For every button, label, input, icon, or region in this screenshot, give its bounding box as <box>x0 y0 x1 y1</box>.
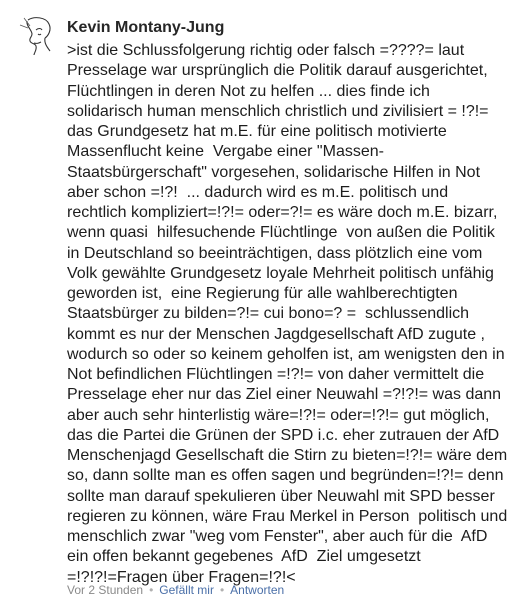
comment-line: sollte man darauf spekulieren über Neuwahl mit SPD besser <box>67 487 495 505</box>
comment-line: Flüchtlingen in deren Not zu helfen ... dies finde ich <box>67 82 430 100</box>
comment-line: wodurch so oder so keinem geholfen ist, am wenigsten den in <box>67 345 505 363</box>
comment-line: regieren zu können, wäre Frau Merkel in Person politisch und <box>67 507 508 525</box>
comment-line: Staatsbürgerschaft" vorgesehen, solidarische Hilfen in Not <box>67 163 481 181</box>
comment-line: das Grundgesetz hat m.E. für eine politisch motivierte <box>67 123 447 140</box>
comment-line: Presselage eher nur das Ziel einer Neuwahl =?!?!= was dann <box>67 386 502 404</box>
comment-text <box>67 41 512 588</box>
comment-line: kommt es nur der Menschen Jagdgesellschaft AfD zugute , <box>67 325 485 343</box>
separator-dot: • <box>219 583 225 597</box>
comment-line: Massenflucht keine Vergabe einer "Massen- <box>67 143 384 161</box>
comment-line: menschlich zwar "weg vom Fenster", aber auch für die AfD <box>67 528 488 545</box>
comment-line: geworden ist, eine Regierung für alle wahlberechtigten <box>67 285 458 302</box>
like-button[interactable]: Gefällt mir <box>159 583 214 597</box>
comment-line: rechtlich kompliziert=!?!= oder=?!= es wäre doch m.E. bizarr, <box>67 204 498 221</box>
comment-line: aber auch sehr hinterlistig wäre=!?!= oder=!?!= gut möglich, <box>67 406 490 424</box>
comment-line: so, dann sollte man es offen sagen und begründen=!?!= denn <box>67 467 504 485</box>
comment-line: wenn quasi hilfesuchende Flüchtlinge von außen die Politik <box>67 224 495 242</box>
comment-line: Not befindlichen Flüchtlingen =!?!= von daher vermittelt die <box>67 366 485 383</box>
comment-footer <box>67 583 284 597</box>
comment-line: ein offen bekannt gegebenes AfD Ziel umgesetzt <box>67 548 421 566</box>
reply-button[interactable]: Antworten <box>230 583 285 597</box>
separator-dot: • <box>149 583 154 597</box>
comment-line: Staatsbürger zu bilden=?!= cui bono=? = schlussendlich <box>67 305 470 323</box>
timestamp: Vor 2 Stunden <box>67 583 144 597</box>
comment-line: =!?!?!=Fragen über Fragen=!?!< <box>67 568 296 586</box>
comment-line: >ist die Schlussfolgerung richtig oder falsch =????= laut <box>67 42 465 59</box>
comment-line: aber schon =!?! ... dadurch wird es m.E. politisch und <box>67 183 449 201</box>
comment-line: Volk gewählte Grundgesetz loyale Mehrheit politisch unfähig <box>67 264 494 282</box>
avatar[interactable] <box>18 16 56 56</box>
comment-line: solidarisch human menschlich christlich und zivilisiert = !?!= <box>67 102 489 120</box>
comment-line: das die Partei die Grünen der SPD i.c. eher zutrauen der AfD <box>67 426 500 444</box>
comment-line: Presselage war ursprünglich die Politik darauf ausgerichtet, <box>67 62 488 80</box>
author-name[interactable]: Kevin Montany-Jung <box>67 19 225 36</box>
sketch-face-avatar-icon <box>18 16 56 56</box>
comment-line: Menschenjagd Gesellschaft die Stirn zu bieten=!?!= wäre dem <box>67 447 508 464</box>
comment-line: in Deutschland so beeinträchtigen, dass plötzlich eine vom <box>67 244 483 262</box>
